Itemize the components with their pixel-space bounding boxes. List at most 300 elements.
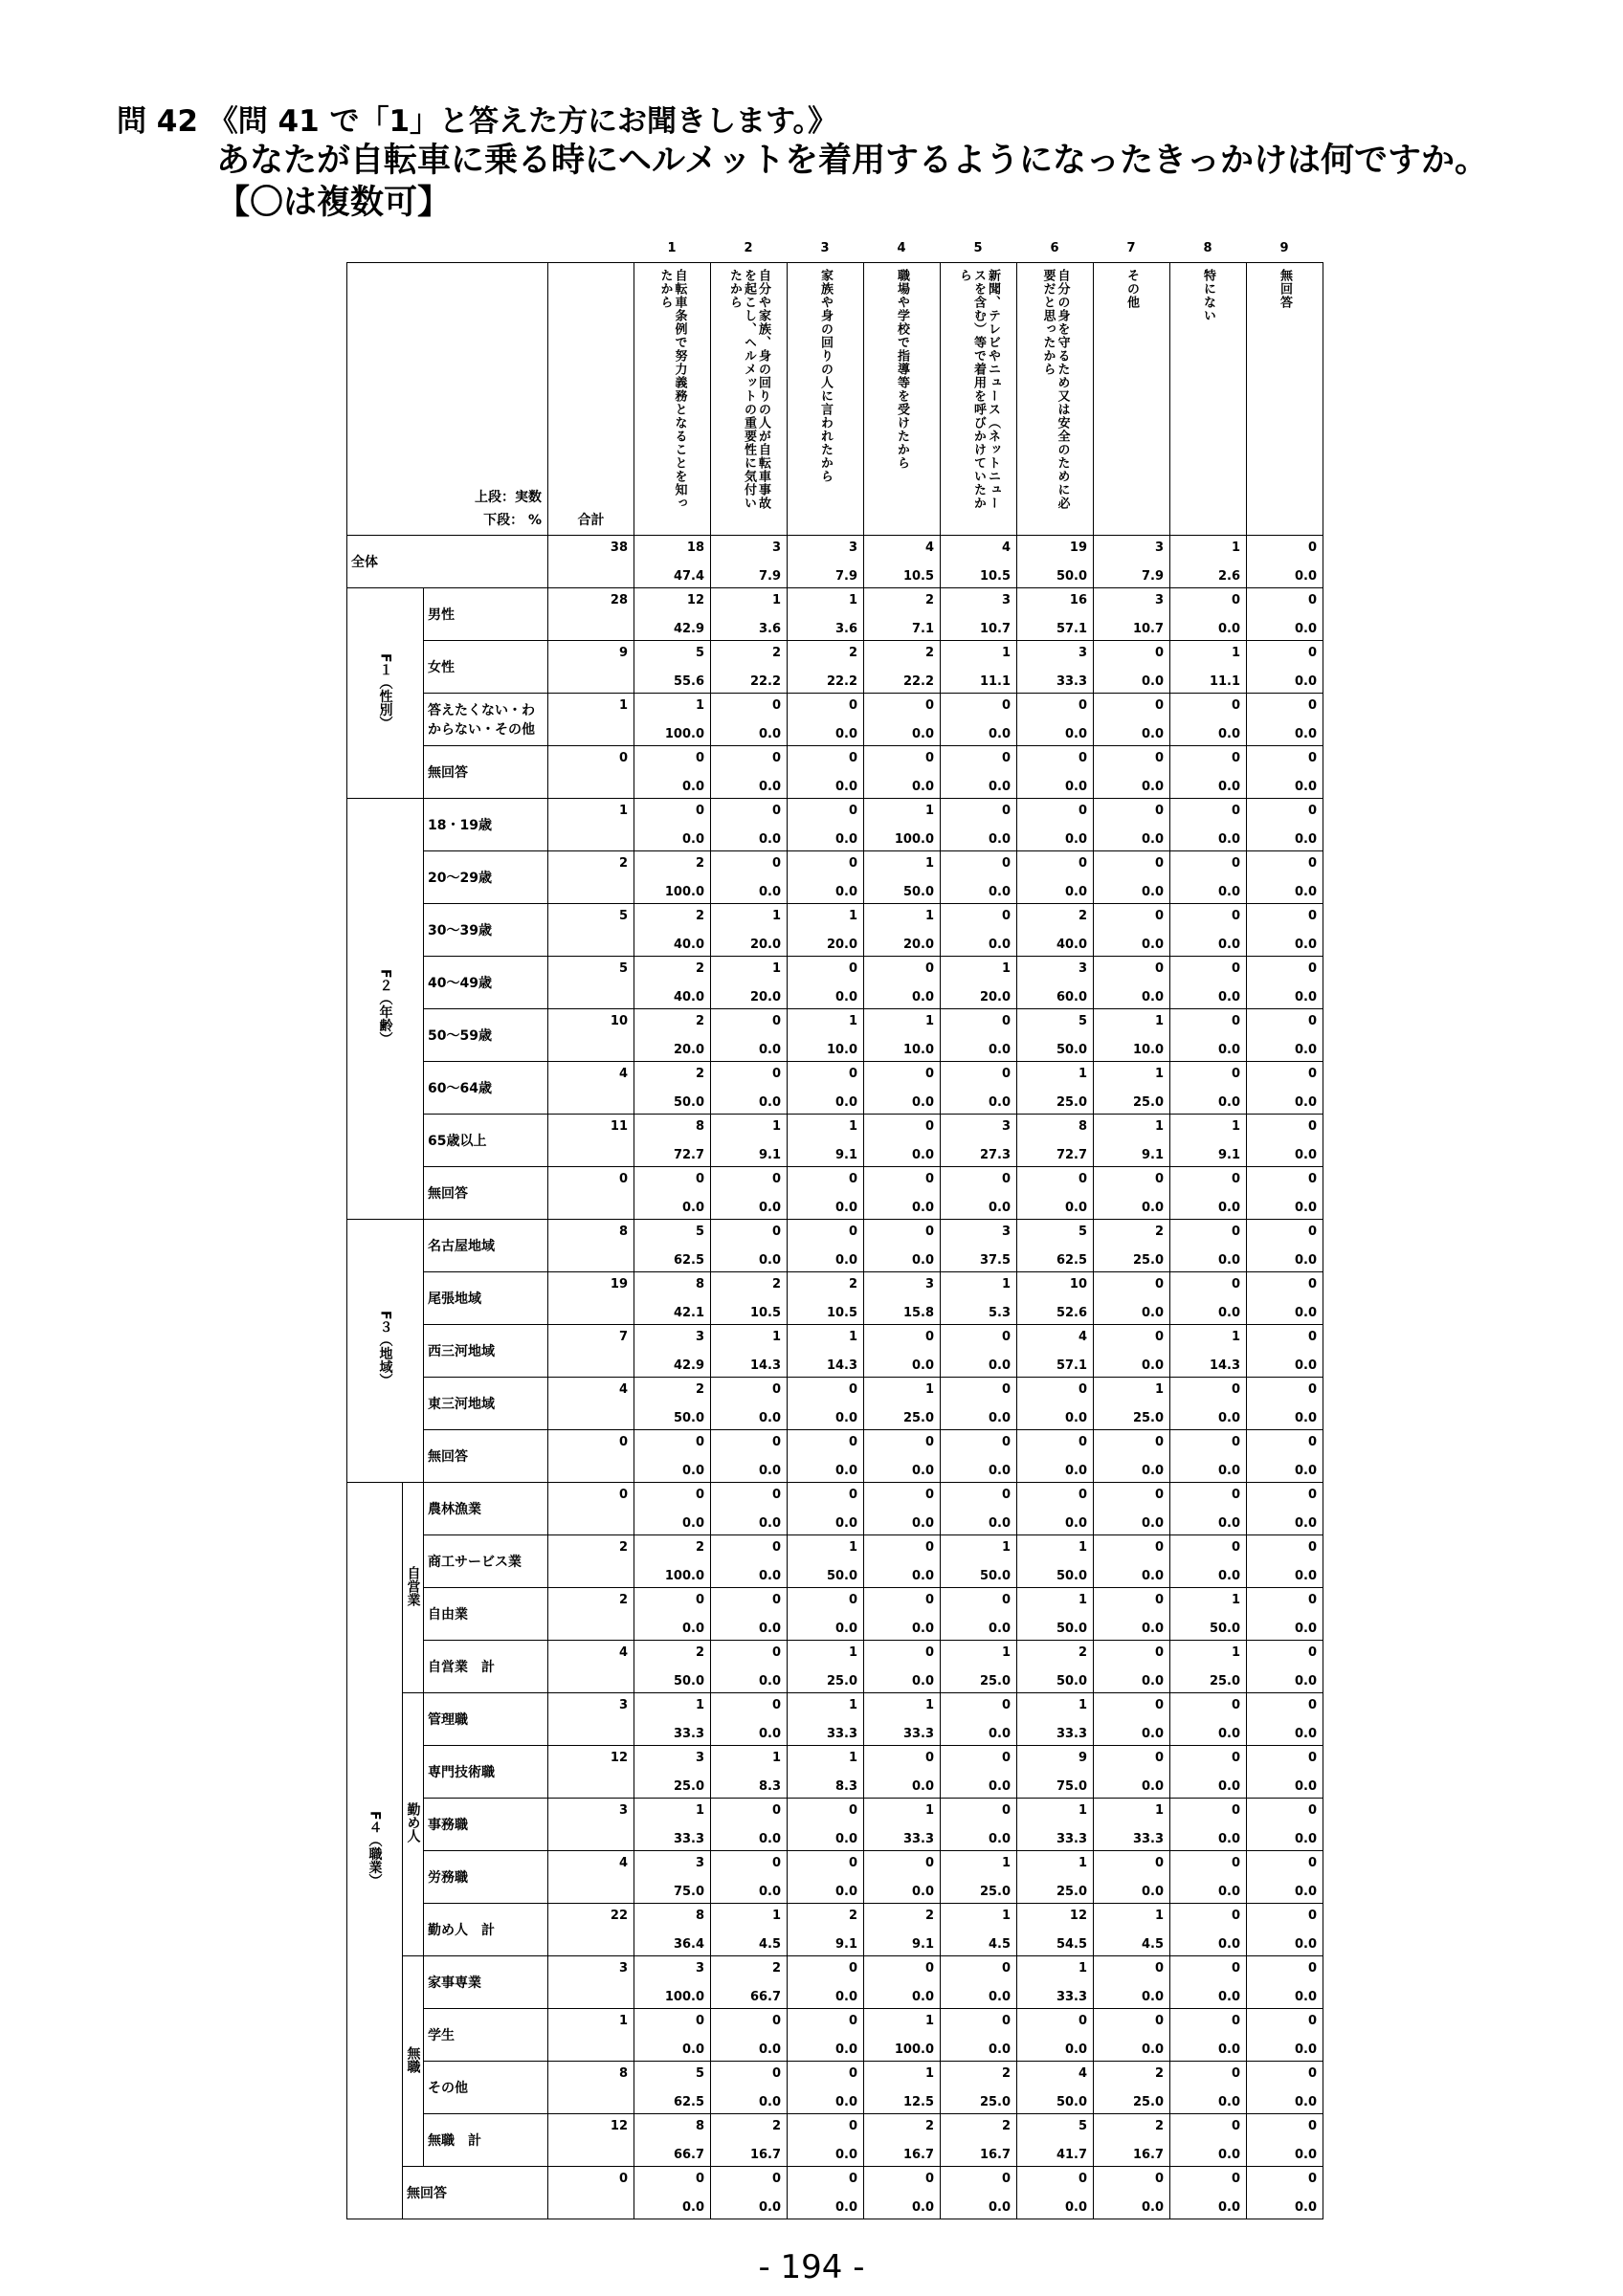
- value-cell: [1017, 1641, 1094, 1693]
- value-cell: [864, 2009, 941, 2062]
- value-cell: [1247, 2062, 1323, 2114]
- percent-value: 0.0: [1217, 727, 1241, 741]
- percent-value: 16.7: [1132, 2148, 1165, 2162]
- count-value: 0: [695, 1593, 705, 1607]
- count-value: 0: [695, 1435, 705, 1449]
- row-label-text: 65歳以上: [428, 1134, 487, 1149]
- value-cell: [1170, 799, 1247, 851]
- value-cell: [711, 1746, 788, 1799]
- percent-value: 50.0: [1056, 2095, 1088, 2109]
- row-label: [424, 1535, 548, 1588]
- percent-value: 10.7: [1132, 622, 1165, 636]
- percent-value: 0.0: [911, 1201, 935, 1215]
- value-cell: [788, 1430, 864, 1483]
- count-value: 1: [695, 1698, 705, 1712]
- value-cell: [788, 1851, 864, 1904]
- count-value: 1: [1001, 1277, 1012, 1292]
- count-value: 0: [1001, 1803, 1012, 1818]
- row-label-text: 無職 計: [428, 2133, 481, 2149]
- percent-value: 66.7: [673, 2148, 705, 2162]
- row-label: [424, 851, 548, 904]
- row-label: [347, 536, 548, 588]
- value-cell: [941, 799, 1017, 851]
- percent-value: 0.0: [988, 1622, 1012, 1636]
- group-label-text: F４（職業）: [367, 1810, 383, 1888]
- percent-value: 0.0: [758, 832, 782, 847]
- percent-value: 0.0: [1141, 1569, 1165, 1583]
- count-value: 0: [1154, 2014, 1165, 2028]
- group-label: [347, 1483, 403, 2219]
- count-value: 0: [1307, 961, 1318, 976]
- percent-value: 0.0: [834, 727, 858, 741]
- column-number: 8: [1203, 241, 1212, 255]
- count-value: 1: [1154, 1067, 1165, 1081]
- count-value: 38: [610, 541, 629, 555]
- row-label: [424, 1009, 548, 1062]
- value-cell: [1017, 1378, 1094, 1430]
- percent-value: 0.0: [988, 938, 1012, 952]
- percent-value: 0.0: [1217, 1516, 1241, 1531]
- row-label-text: 商工サービス業: [428, 1555, 522, 1570]
- percent-value: 22.2: [826, 674, 858, 689]
- count-value: 0: [1307, 804, 1318, 818]
- value-cell: [1247, 1588, 1323, 1641]
- value-cell: [1170, 851, 1247, 904]
- sum-cell: [548, 746, 634, 799]
- value-cell: [1247, 1220, 1323, 1272]
- count-value: 3: [1001, 1119, 1012, 1134]
- sum-cell: [548, 1693, 634, 1746]
- count-value: 0: [1154, 1330, 1165, 1344]
- percent-value: 0.0: [1217, 885, 1241, 899]
- table-row: [347, 2062, 1323, 2114]
- percent-value: 60.0: [1056, 990, 1088, 1004]
- count-value: 0: [618, 2172, 629, 2186]
- count-value: 0: [1078, 856, 1088, 871]
- percent-value: 33.3: [1056, 674, 1088, 689]
- count-value: 2: [695, 1382, 705, 1397]
- value-cell: [941, 1535, 1017, 1588]
- value-cell: [941, 1799, 1017, 1851]
- percent-value: 0.0: [758, 1253, 782, 1268]
- count-value: 4: [618, 1382, 629, 1397]
- table-row: [347, 1904, 1323, 1956]
- count-value: 0: [848, 2172, 858, 2186]
- count-value: 0: [848, 804, 858, 818]
- value-cell: [1094, 694, 1170, 746]
- count-value: 0: [1154, 751, 1165, 765]
- count-value: 0: [1307, 1645, 1318, 1660]
- value-cell: [1017, 2114, 1094, 2167]
- percent-value: 10.0: [826, 1043, 858, 1057]
- sum-cell: [548, 1904, 634, 1956]
- count-value: 1: [848, 1698, 858, 1712]
- column-number: 3: [820, 241, 830, 255]
- value-cell: [711, 1483, 788, 1535]
- count-value: 0: [1001, 909, 1012, 923]
- percent-value: 52.6: [1056, 1306, 1088, 1320]
- value-cell: [1017, 799, 1094, 851]
- count-value: 0: [848, 1803, 858, 1818]
- percent-value: 0.0: [834, 1622, 858, 1636]
- count-value: 1: [1154, 1803, 1165, 1818]
- value-cell: [1247, 1904, 1323, 1956]
- value-cell: [1094, 799, 1170, 851]
- percent-value: 0.0: [681, 1201, 705, 1215]
- percent-value: 0.0: [911, 990, 935, 1004]
- percent-value: 0.0: [1294, 1727, 1318, 1741]
- value-cell: [634, 1535, 711, 1588]
- value-cell: [864, 2062, 941, 2114]
- percent-value: 0.0: [911, 1253, 935, 1268]
- percent-value: 0.0: [681, 1516, 705, 1531]
- count-value: 0: [695, 804, 705, 818]
- value-cell: [864, 957, 941, 1009]
- sum-cell: [548, 2062, 634, 2114]
- table-row: [347, 1956, 1323, 2009]
- percent-value: 0.0: [1141, 1885, 1165, 1899]
- value-cell: [634, 1851, 711, 1904]
- sum-cell: [548, 1062, 634, 1115]
- percent-value: 0.0: [1294, 1832, 1318, 1846]
- row-label-text: 管理職: [428, 1712, 468, 1728]
- count-value: 4: [618, 1645, 629, 1660]
- percent-value: 10.5: [749, 1306, 782, 1320]
- table-row: [347, 1799, 1323, 1851]
- count-value: 1: [771, 1909, 782, 1923]
- value-cell: [1247, 2009, 1323, 2062]
- value-cell: [1247, 2167, 1323, 2219]
- percent-value: 10.5: [979, 569, 1012, 584]
- row-label: [424, 1430, 548, 1483]
- row-label: [424, 588, 548, 641]
- percent-value: 0.0: [1141, 1306, 1165, 1320]
- sum-cell: [548, 1167, 634, 1220]
- percent-value: 5.3: [988, 1306, 1012, 1320]
- percent-value: 0.0: [1294, 2148, 1318, 2162]
- value-cell: [711, 904, 788, 957]
- count-value: 18: [686, 541, 705, 555]
- percent-value: 0.0: [911, 1622, 935, 1636]
- count-value: 0: [1231, 804, 1241, 818]
- count-value: 1: [1231, 646, 1241, 660]
- percent-value: 0.0: [1217, 1306, 1241, 1320]
- count-value: 0: [924, 1961, 935, 1976]
- count-value: 10: [1069, 1277, 1088, 1292]
- percent-value: 50.0: [1056, 1674, 1088, 1689]
- percent-value: 8.3: [834, 1779, 858, 1794]
- percent-value: 0.0: [834, 1464, 858, 1478]
- column-header-label: 特にない: [1201, 269, 1216, 322]
- count-value: 0: [1231, 1277, 1241, 1292]
- sum-cell: [548, 1009, 634, 1062]
- percent-value: 3.6: [834, 622, 858, 636]
- value-cell: [711, 1009, 788, 1062]
- header-row: [347, 263, 1323, 536]
- count-value: 1: [848, 1014, 858, 1028]
- count-value: 1: [771, 1751, 782, 1765]
- count-value: 0: [924, 961, 935, 976]
- percent-value: 3.6: [758, 622, 782, 636]
- percent-value: 0.0: [681, 832, 705, 847]
- count-value: 0: [1001, 1067, 1012, 1081]
- column-header: [864, 263, 941, 536]
- row-label-text: 労務職: [428, 1870, 468, 1886]
- count-value: 0: [1231, 1488, 1241, 1502]
- count-value: 0: [924, 1751, 935, 1765]
- count-value: 0: [1001, 1751, 1012, 1765]
- count-value: 12: [610, 2119, 629, 2133]
- count-value: 0: [1231, 909, 1241, 923]
- percent-value: 0.0: [1294, 1516, 1318, 1531]
- value-cell: [1017, 1904, 1094, 1956]
- percent-value: 55.6: [673, 674, 705, 689]
- percent-value: 0.0: [758, 885, 782, 899]
- count-value: 0: [1154, 856, 1165, 871]
- percent-value: 0.0: [758, 1832, 782, 1846]
- percent-value: 0.0: [758, 1411, 782, 1425]
- value-cell: [941, 588, 1017, 641]
- count-value: 0: [771, 804, 782, 818]
- count-value: 1: [771, 1119, 782, 1134]
- value-cell: [1094, 2114, 1170, 2167]
- value-cell: [864, 536, 941, 588]
- count-value: 0: [924, 1593, 935, 1607]
- count-value: 0: [1078, 1172, 1088, 1186]
- table-row: [347, 1325, 1323, 1378]
- percent-value: 10.5: [826, 1306, 858, 1320]
- count-value: 3: [695, 1330, 705, 1344]
- table-row: [347, 1272, 1323, 1325]
- value-cell: [711, 2009, 788, 2062]
- row-label: [424, 1693, 548, 1746]
- value-cell: [1094, 904, 1170, 957]
- count-value: 0: [1231, 1172, 1241, 1186]
- value-cell: [864, 1430, 941, 1483]
- value-cell: [711, 2062, 788, 2114]
- value-cell: [1170, 1746, 1247, 1799]
- percent-value: 0.0: [1294, 1885, 1318, 1899]
- value-cell: [1094, 1588, 1170, 1641]
- percent-value: 0.0: [758, 1201, 782, 1215]
- value-cell: [634, 2167, 711, 2219]
- value-cell: [1094, 1483, 1170, 1535]
- percent-value: 75.0: [1056, 1779, 1088, 1794]
- value-cell: [941, 536, 1017, 588]
- percent-value: 0.0: [1064, 1464, 1088, 1478]
- count-value: 0: [1154, 1435, 1165, 1449]
- column-numbers: [0, 241, 1623, 262]
- percent-value: 0.0: [1141, 1990, 1165, 2004]
- count-value: 1: [1001, 1909, 1012, 1923]
- value-cell: [864, 1956, 941, 2009]
- value-cell: [864, 1272, 941, 1325]
- percent-value: 0.0: [988, 780, 1012, 794]
- percent-value: 10.0: [1132, 1043, 1165, 1057]
- value-cell: [634, 957, 711, 1009]
- percent-value: 0.0: [988, 2042, 1012, 2057]
- percent-value: 20.0: [979, 990, 1012, 1004]
- column-number: 9: [1279, 241, 1289, 255]
- count-value: 0: [1307, 1277, 1318, 1292]
- count-value: 0: [924, 1488, 935, 1502]
- count-value: 1: [924, 1803, 935, 1818]
- count-value: 3: [1001, 593, 1012, 607]
- row-label: [424, 1588, 548, 1641]
- value-cell: [864, 851, 941, 904]
- value-cell: [864, 1641, 941, 1693]
- table-row: [347, 851, 1323, 904]
- percent-value: 0.0: [758, 1095, 782, 1110]
- value-cell: [634, 1009, 711, 1062]
- percent-value: 47.4: [673, 569, 705, 584]
- count-value: 0: [1307, 1593, 1318, 1607]
- count-value: 8: [695, 2119, 705, 2133]
- value-cell: [1017, 957, 1094, 1009]
- percent-value: 36.4: [673, 1937, 705, 1952]
- percent-value: 2.6: [1217, 569, 1241, 584]
- sum-cell: [548, 1378, 634, 1430]
- percent-value: 10.7: [979, 622, 1012, 636]
- question-line-3: 【〇は複数可】: [216, 184, 452, 222]
- percent-value: 14.3: [749, 1358, 782, 1373]
- percent-value: 0.0: [1064, 727, 1088, 741]
- percent-value: 0.0: [834, 1990, 858, 2004]
- percent-value: 62.5: [673, 2095, 705, 2109]
- row-label: [424, 1641, 548, 1693]
- row-label-text: その他: [428, 2081, 468, 2096]
- percent-value: 0.0: [1217, 990, 1241, 1004]
- count-value: 0: [848, 1382, 858, 1397]
- percent-value: 0.0: [1217, 1937, 1241, 1952]
- row-label-text: 勤め人 計: [428, 1923, 495, 1938]
- count-value: 19: [610, 1277, 629, 1292]
- value-cell: [1017, 1851, 1094, 1904]
- count-value: 2: [848, 1277, 858, 1292]
- value-cell: [1170, 1956, 1247, 2009]
- count-value: 0: [1307, 2119, 1318, 2133]
- count-value: 1: [1001, 1856, 1012, 1870]
- value-cell: [941, 1220, 1017, 1272]
- percent-value: 9.1: [1141, 1148, 1165, 1162]
- count-value: 1: [695, 698, 705, 713]
- count-value: 2: [771, 2119, 782, 2133]
- count-value: 3: [1001, 1225, 1012, 1239]
- value-cell: [634, 1904, 711, 1956]
- count-value: 2: [771, 1277, 782, 1292]
- table-row: [347, 746, 1323, 799]
- column-header: [1247, 263, 1323, 536]
- percent-value: 0.0: [681, 780, 705, 794]
- percent-value: 72.7: [1056, 1148, 1088, 1162]
- percent-value: 0.0: [834, 1253, 858, 1268]
- row-label: [424, 1956, 548, 2009]
- count-value: 0: [1231, 856, 1241, 871]
- value-cell: [1247, 536, 1323, 588]
- count-value: 0: [1231, 1014, 1241, 1028]
- count-value: 1: [1154, 1382, 1165, 1397]
- row-label-text: 自由業: [428, 1607, 468, 1623]
- value-cell: [864, 2167, 941, 2219]
- count-value: 2: [1154, 2119, 1165, 2133]
- count-value: 16: [1069, 593, 1088, 607]
- percent-value: 7.1: [911, 622, 935, 636]
- percent-value: 20.0: [749, 938, 782, 952]
- value-cell: [864, 1009, 941, 1062]
- percent-value: 20.0: [826, 938, 858, 952]
- count-value: 1: [1231, 1645, 1241, 1660]
- count-value: 8: [1078, 1119, 1088, 1134]
- value-cell: [1017, 2062, 1094, 2114]
- value-cell: [1247, 641, 1323, 694]
- count-value: 0: [1078, 2172, 1088, 2186]
- row-label-text: 無回答: [428, 765, 468, 781]
- percent-value: 7.9: [758, 569, 782, 584]
- table-row: [347, 536, 1323, 588]
- percent-value: 0.0: [1217, 1727, 1241, 1741]
- row-label: [424, 1904, 548, 1956]
- row-label-text: 家事専業: [428, 1976, 481, 1991]
- percent-value: 0.0: [758, 1674, 782, 1689]
- table-row: [347, 1851, 1323, 1904]
- value-cell: [1017, 2009, 1094, 2062]
- percent-value: 25.0: [1209, 1674, 1241, 1689]
- count-value: 0: [848, 2014, 858, 2028]
- value-cell: [1017, 588, 1094, 641]
- percent-value: 33.3: [902, 1832, 935, 1846]
- value-cell: [1247, 1272, 1323, 1325]
- value-cell: [941, 1009, 1017, 1062]
- count-value: 0: [1307, 1909, 1318, 1923]
- count-value: 0: [1307, 698, 1318, 713]
- percent-value: 12.5: [902, 2095, 935, 2109]
- value-cell: [864, 641, 941, 694]
- row-label: [424, 694, 548, 746]
- count-value: 5: [1078, 1014, 1088, 1028]
- value-cell: [788, 1641, 864, 1693]
- percent-value: 0.0: [911, 1148, 935, 1162]
- row-label: [424, 2114, 548, 2167]
- count-value: 0: [1078, 804, 1088, 818]
- count-value: 0: [1078, 1488, 1088, 1502]
- value-cell: [711, 1325, 788, 1378]
- count-value: 0: [1231, 2119, 1241, 2133]
- value-cell: [788, 1272, 864, 1325]
- value-cell: [788, 799, 864, 851]
- percent-value: 0.0: [1217, 1990, 1241, 2004]
- value-cell: [634, 1378, 711, 1430]
- value-cell: [864, 1904, 941, 1956]
- row-label-text: 自営業 計: [428, 1660, 495, 1675]
- value-cell: [634, 641, 711, 694]
- value-cell: [941, 1062, 1017, 1115]
- count-value: 0: [1307, 1172, 1318, 1186]
- crosstab-table: [346, 262, 1323, 2219]
- value-cell: [1094, 1062, 1170, 1115]
- percent-value: 33.3: [902, 1727, 935, 1741]
- percent-value: 62.5: [1056, 1253, 1088, 1268]
- count-value: 0: [848, 1593, 858, 1607]
- value-cell: [864, 1325, 941, 1378]
- column-number: 7: [1126, 241, 1136, 255]
- bottom-label: 下段： %: [483, 513, 543, 528]
- percent-value: 0.0: [1141, 1674, 1165, 1689]
- percent-value: 0.0: [1294, 780, 1318, 794]
- value-cell: [711, 1693, 788, 1746]
- count-value: 0: [1307, 1067, 1318, 1081]
- percent-value: 0.0: [1217, 1832, 1241, 1846]
- count-value: 0: [1307, 2172, 1318, 2186]
